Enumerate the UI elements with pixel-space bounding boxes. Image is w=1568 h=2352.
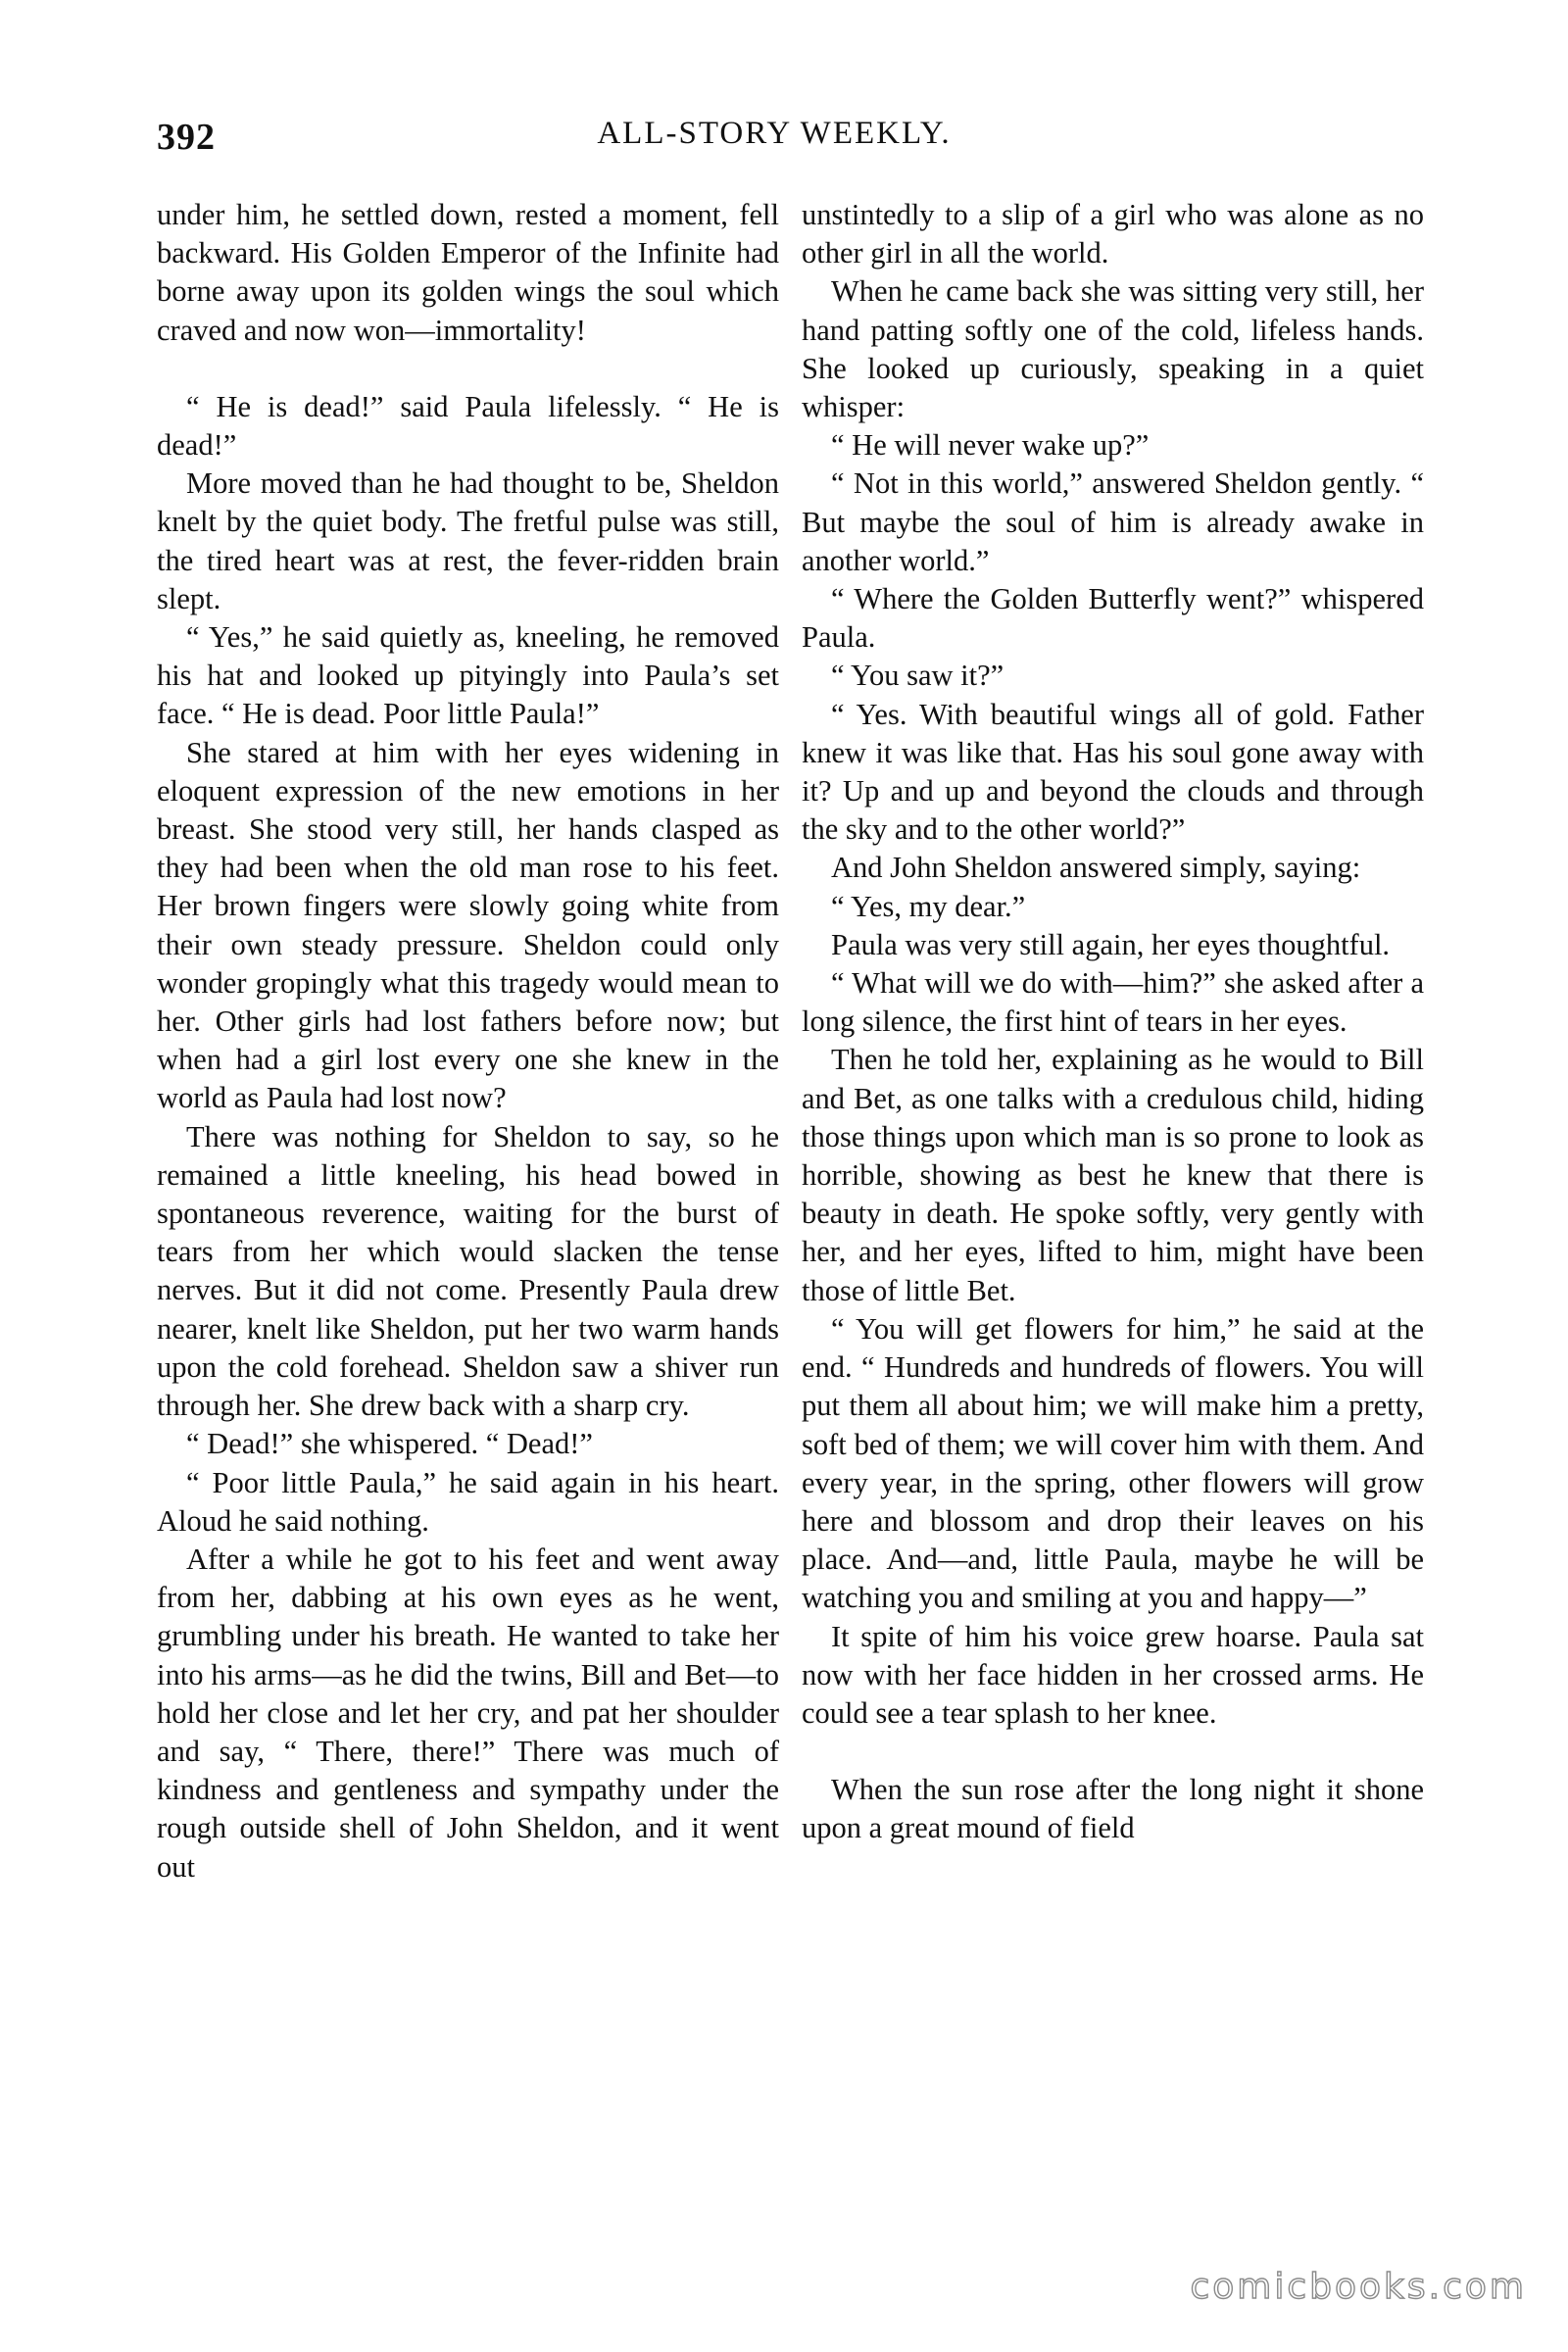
paragraph: And John Sheldon answered simply, saying:: [831, 851, 1361, 885]
paragraph: “ He will never wake up?”: [831, 428, 1150, 463]
paragraph: “ Dead!” she whispered. “ Dead!”: [186, 1427, 593, 1461]
paragraph: When the sun rose after the long night it shone upon a great mound of field: [802, 1773, 1424, 1845]
paragraph: Paula was very still again, her eyes thoughtful.: [831, 927, 1391, 961]
watermark: comicbooks.com: [1190, 2267, 1527, 2307]
right-column: [802, 196, 1424, 1848]
running-head: ALL-STORY WEEKLY.: [597, 116, 952, 151]
paragraph: unstintedly to a slip of a girl who was alone as no other girl in all the world.: [802, 198, 1424, 270]
paragraph: “ Yes,” he said quietly as, kneeling, he removed his hat and looked up pityingly into Paula’s set face. “ He is dead. Poor little Paula!”: [157, 620, 779, 731]
paragraph: There was nothing for Sheldon to say, so he remained a little kneeling, his head bowed in spontaneous reverence, waiting for the burst of tears from her which would slacken the tense nerves. But it did not come. Presently Paula drew nearer, knelt like Sheldon, put her two warm hands upon the cold forehead. Sheldon saw a shiver run through her. She drew back with a sharp cry.: [157, 1119, 779, 1423]
paragraph: “ Poor little Paula,” he said again in his heart. Aloud he said nothing.: [157, 1465, 779, 1538]
paragraph: When he came back she was sitting very still, her hand patting softly one of the cold, lifeless hands. She looked up curiously, speaking in a quiet whisper:: [802, 274, 1424, 424]
paragraph: “ You saw it?”: [831, 659, 1004, 693]
paragraph: “ Yes, my dear.”: [831, 889, 1026, 923]
paragraph: “ Yes. With beautiful wings all of gold. Father knew it was like that. Has his soul gone away with it? Up and up and beyond the clouds and through the sky and to the other world?”: [802, 697, 1424, 847]
paragraph: “ What will we do with—him?” she asked after a long silence, the first hint of tears in her eyes.: [802, 966, 1424, 1039]
left-column: [157, 196, 779, 1886]
page-header: [157, 116, 1392, 171]
paragraph: Then he told her, explaining as he would to Bill and Bet, as one talks with a credulous child, hiding those things upon which man is so prone to look as horrible, showing as best he knew that there is beauty in death. He spoke softly, very gently with her, and her eyes, lifted to him, might have been those of little Bet.: [802, 1043, 1424, 1307]
page-number: 392: [157, 117, 216, 158]
paragraph: It spite of him his voice grew hoarse. Paula sat now with her face hidden in her crossed arms. He could see a tear splash to her knee.: [802, 1619, 1424, 1730]
paragraph: “ You will get flowers for him,” he said at the end. “ Hundreds and hundreds of flowers. You will put them all about him; we will make him a pretty, soft bed of them; we will cover him with them. And every year, in the spring, other flowers will grow here and blossom and drop their leaves on his place. And—and, little Paula, maybe he will be watching you and smiling at you and happy—”: [802, 1311, 1424, 1615]
paragraph: under him, he settled down, rested a moment, fell backward. His Golden Emperor of the Infinite had borne away upon its golden wings the soul which craved and now won—immortality!: [157, 198, 779, 347]
paragraph: After a while he got to his feet and went away from her, dabbing at his own eyes as he went, grumbling under his breath. He wanted to take her into his arms—as he did the twins, Bill and Bet—to hold her close and let her cry, and pat her shoulder and say, “ There, there!” There was much of kindness and gentleness and sympathy under the rough outside shell of John Sheldon, and it went out: [157, 1542, 779, 1884]
paragraph: “ He is dead!” said Paula lifelessly. “ He is dead!”: [157, 389, 779, 463]
paragraph: She stared at him with her eyes widening in eloquent expression of the new emotions in her breast. She stood very still, her hands clasped as they had been when the old man rose to his feet. Her brown fingers were slowly going white from their own steady pressure. Sheldon could only wonder gropingly what this tragedy would mean to her. Other girls had lost fathers before now; but when had a girl lost every one she knew in the world as Paula had lost now?: [157, 735, 779, 1115]
paragraph: “ Where the Golden Butterfly went?” whispered Paula.: [802, 582, 1424, 655]
paragraph: More moved than he had thought to be, Sheldon knelt by the quiet body. The fretful pulse was still, the tired heart was at rest, the fever-ridden brain slept.: [157, 466, 779, 615]
paragraph: “ Not in this world,” answered Sheldon gently. “ But maybe the soul of him is already awake in another world.”: [802, 466, 1424, 577]
